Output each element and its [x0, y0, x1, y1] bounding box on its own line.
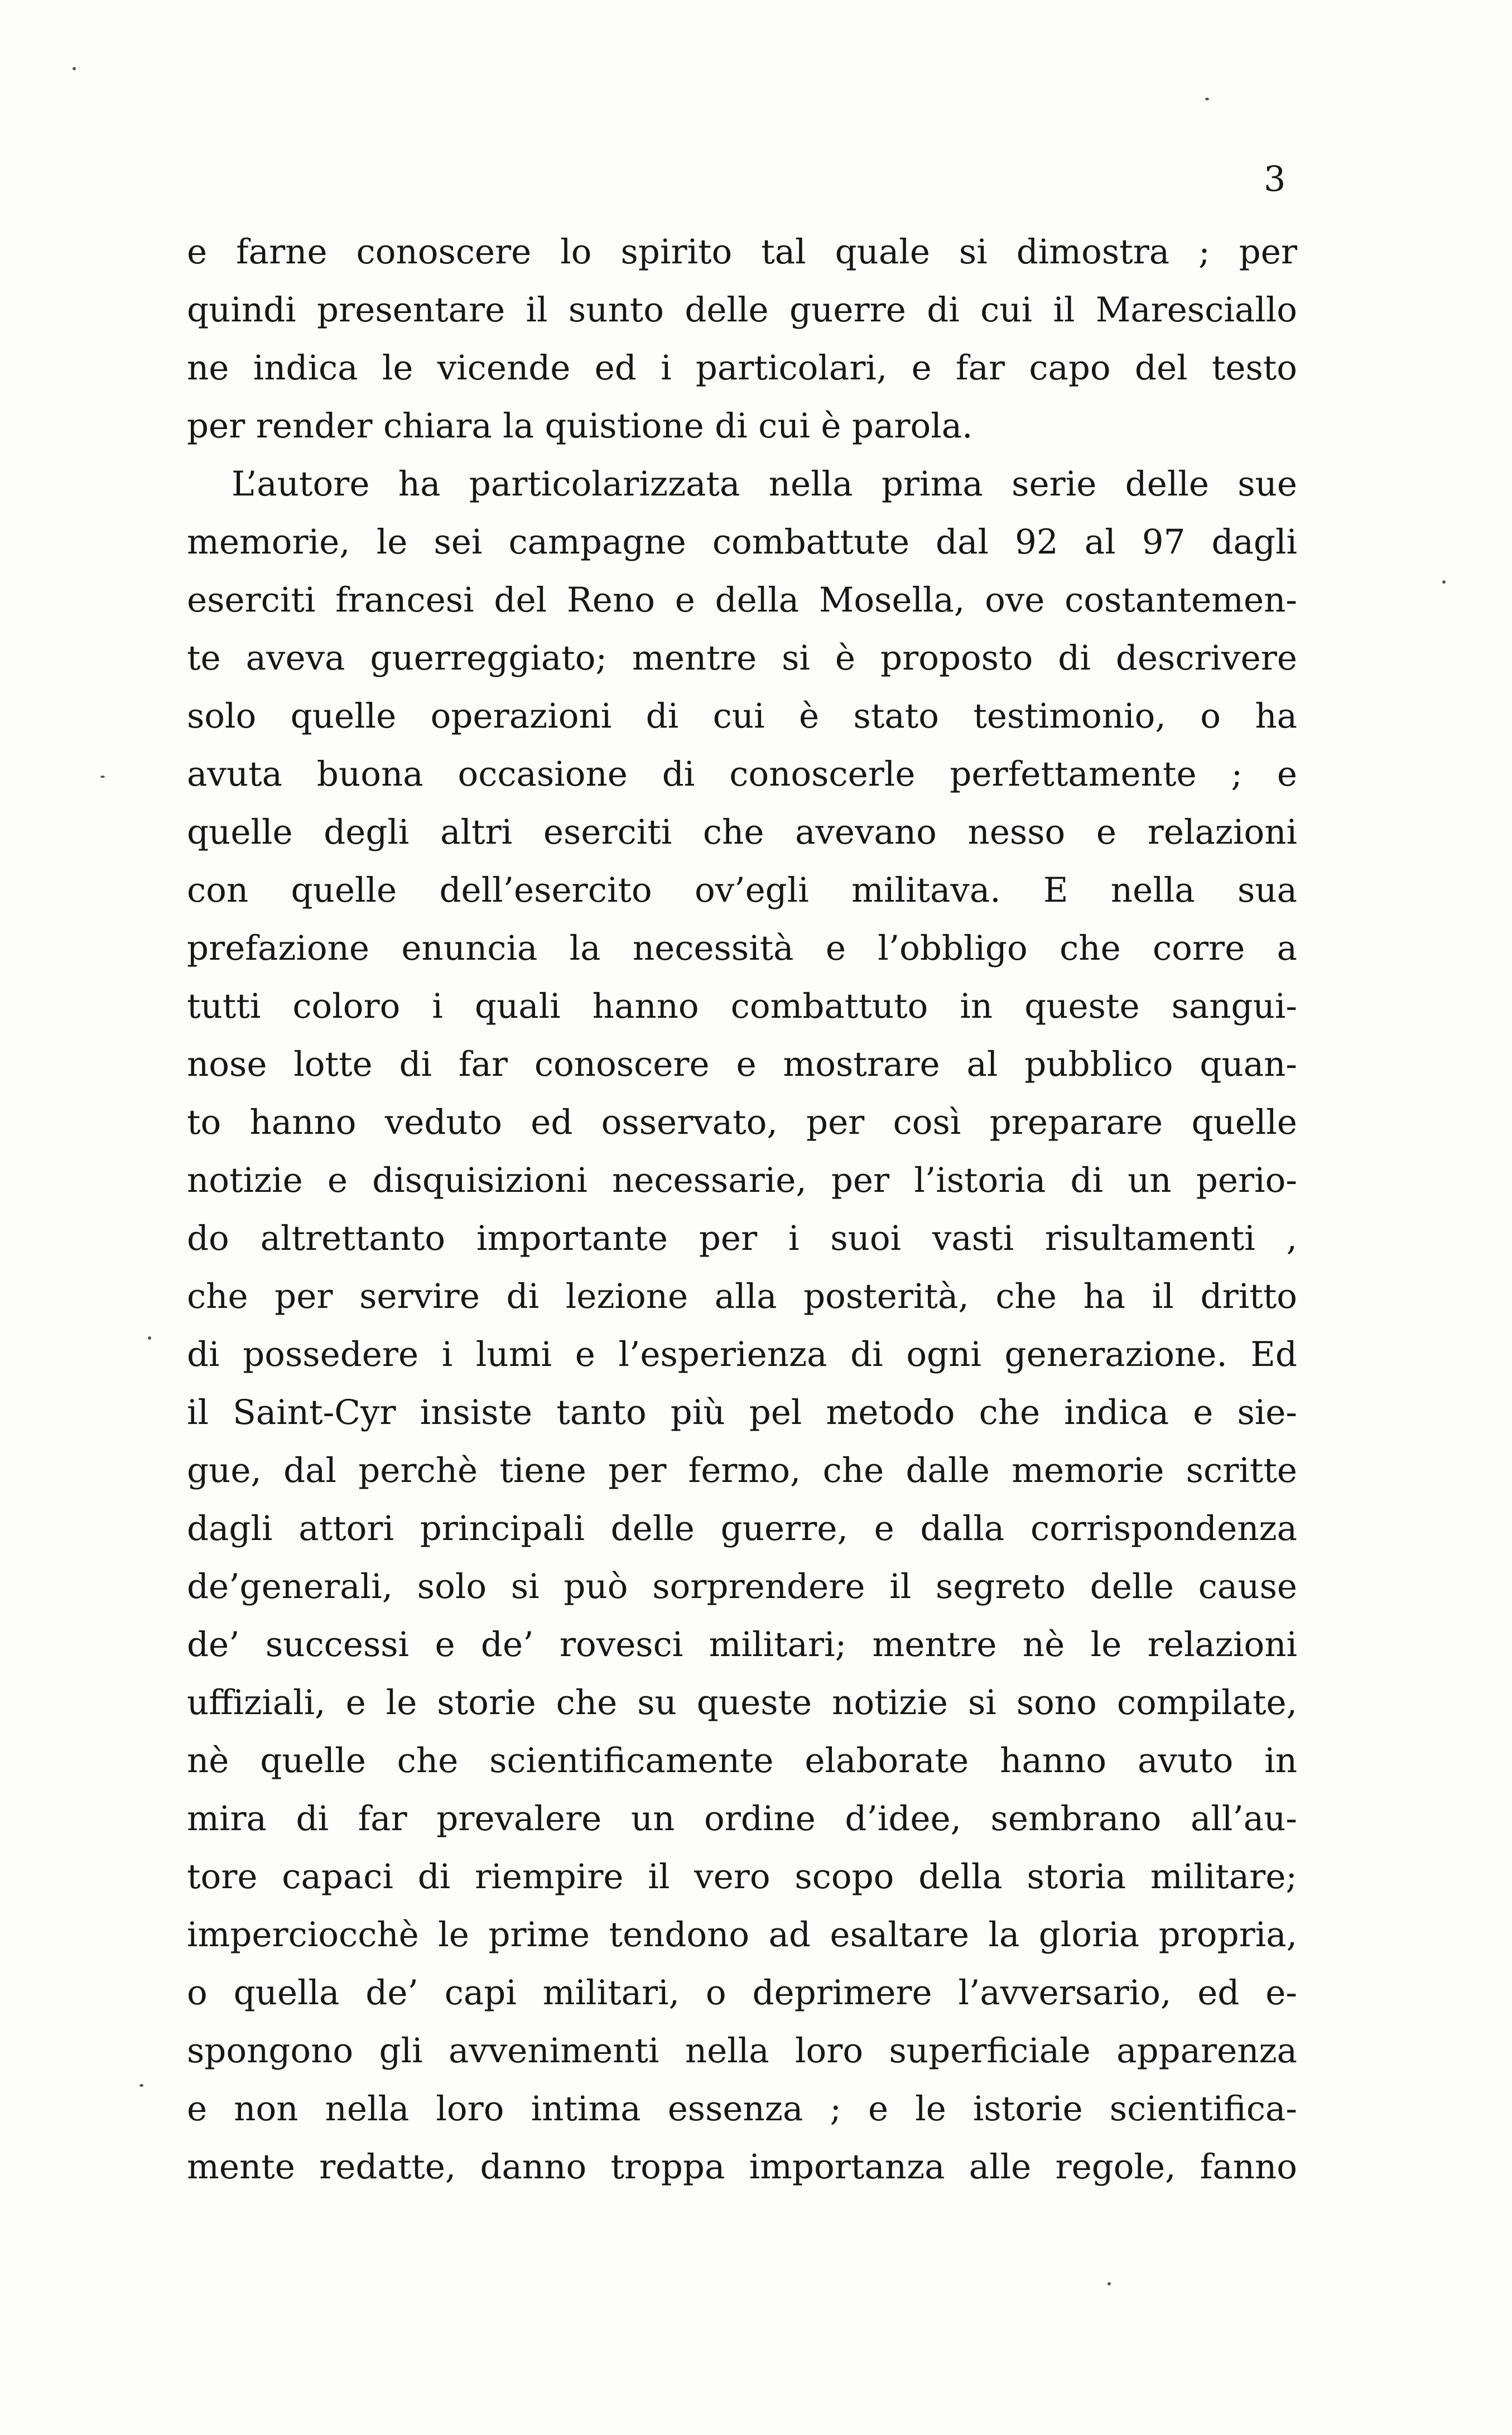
scan-speck [1205, 98, 1209, 100]
text-line: mira di far prevalere un ordine d’idee, sembrano all’au- [187, 1799, 1297, 1839]
text-line: uffiziali, e le storie che su queste notizie si sono compilate, [187, 1683, 1297, 1722]
text-line: che per servire di lezione alla posterità, che ha il dritto [187, 1277, 1297, 1316]
text-line: il Saint-Cyr insiste tanto più pel metodo che indica e sie- [187, 1393, 1297, 1432]
text-line: spongono gli avvenimenti nella loro superficiale apparenza [187, 2031, 1297, 2071]
scan-speck [1442, 580, 1446, 584]
text-line: L’autore ha particolarizzata nella prima serie delle sue [232, 464, 1297, 504]
text-line: notizie e disquisizioni necessarie, per l’istoria di un perio- [187, 1161, 1297, 1200]
scan-speck [139, 2084, 143, 2087]
text-line: per render chiara la quistione di cui è parola. [187, 406, 973, 446]
text-line: imperciocchè le prime tendono ad esaltare la gloria propria, [187, 1915, 1297, 1955]
text-line: mente redatte, danno troppa importanza alle regole, fanno [187, 2147, 1297, 2187]
scan-speck [100, 776, 105, 778]
text-line: quelle degli altri eserciti che avevano nesso e relazioni [187, 812, 1297, 852]
text-line: e non nella loro intima essenza ; e le istorie scientifica- [187, 2089, 1297, 2129]
text-line: to hanno veduto ed osservato, per così preparare quelle [187, 1103, 1297, 1142]
text-line: e farne conoscere lo spirito tal quale si dimostra ; per [187, 232, 1297, 272]
text-line: quindi presentare il sunto delle guerre di cui il Maresciallo [187, 290, 1297, 330]
text-line: solo quelle operazioni di cui è stato testimonio, o ha [187, 696, 1297, 736]
body-text [187, 223, 1297, 2196]
text-line: de’ successi e de’ rovesci militari; mentre nè le relazioni [187, 1625, 1297, 1664]
text-line: avuta buona occasione di conoscerle perfettamente ; e [187, 754, 1297, 794]
text-line: te aveva guerreggiato; mentre si è proposto di descrivere [187, 638, 1297, 678]
text-line: tutti coloro i quali hanno combattuto in queste sangui- [187, 986, 1297, 1026]
text-line: de’generali, solo si può sorprendere il segreto delle cause [187, 1567, 1297, 1606]
scan-speck [148, 1336, 151, 1340]
text-line: memorie, le sei campagne combattute dal 92 al 97 dagli [187, 522, 1297, 562]
text-line: di possedere i lumi e l’esperienza di ogni generazione. Ed [187, 1335, 1297, 1374]
text-line: tore capaci di riempire il vero scopo della storia militare; [187, 1857, 1297, 1897]
text-line: dagli attori principali delle guerre, e dalla corrispondenza [187, 1509, 1297, 1548]
page-number: 3 [1264, 158, 1286, 199]
text-line: o quella de’ capi militari, o deprimere l’avversario, ed e- [187, 1973, 1297, 2013]
text-line: eserciti francesi del Reno e della Mosella, ove costantemen- [187, 580, 1297, 620]
text-line: ne indica le vicende ed i particolari, e far capo del testo [187, 348, 1297, 388]
text-line: nè quelle che scientificamente elaborate hanno avuto in [187, 1741, 1297, 1780]
text-line: gue, dal perchè tiene per fermo, che dalle memorie scritte [187, 1451, 1297, 1490]
scan-speck [1107, 2282, 1111, 2285]
text-line: con quelle dell’esercito ov’egli militava. E nella sua [187, 870, 1297, 910]
scan-speck [73, 67, 76, 70]
text-line: prefazione enuncia la necessità e l’obbligo che corre a [187, 928, 1297, 968]
text-line: do altrettanto importante per i suoi vasti risultamenti , [187, 1219, 1297, 1258]
text-line: nose lotte di far conoscere e mostrare al pubblico quan- [187, 1045, 1297, 1084]
